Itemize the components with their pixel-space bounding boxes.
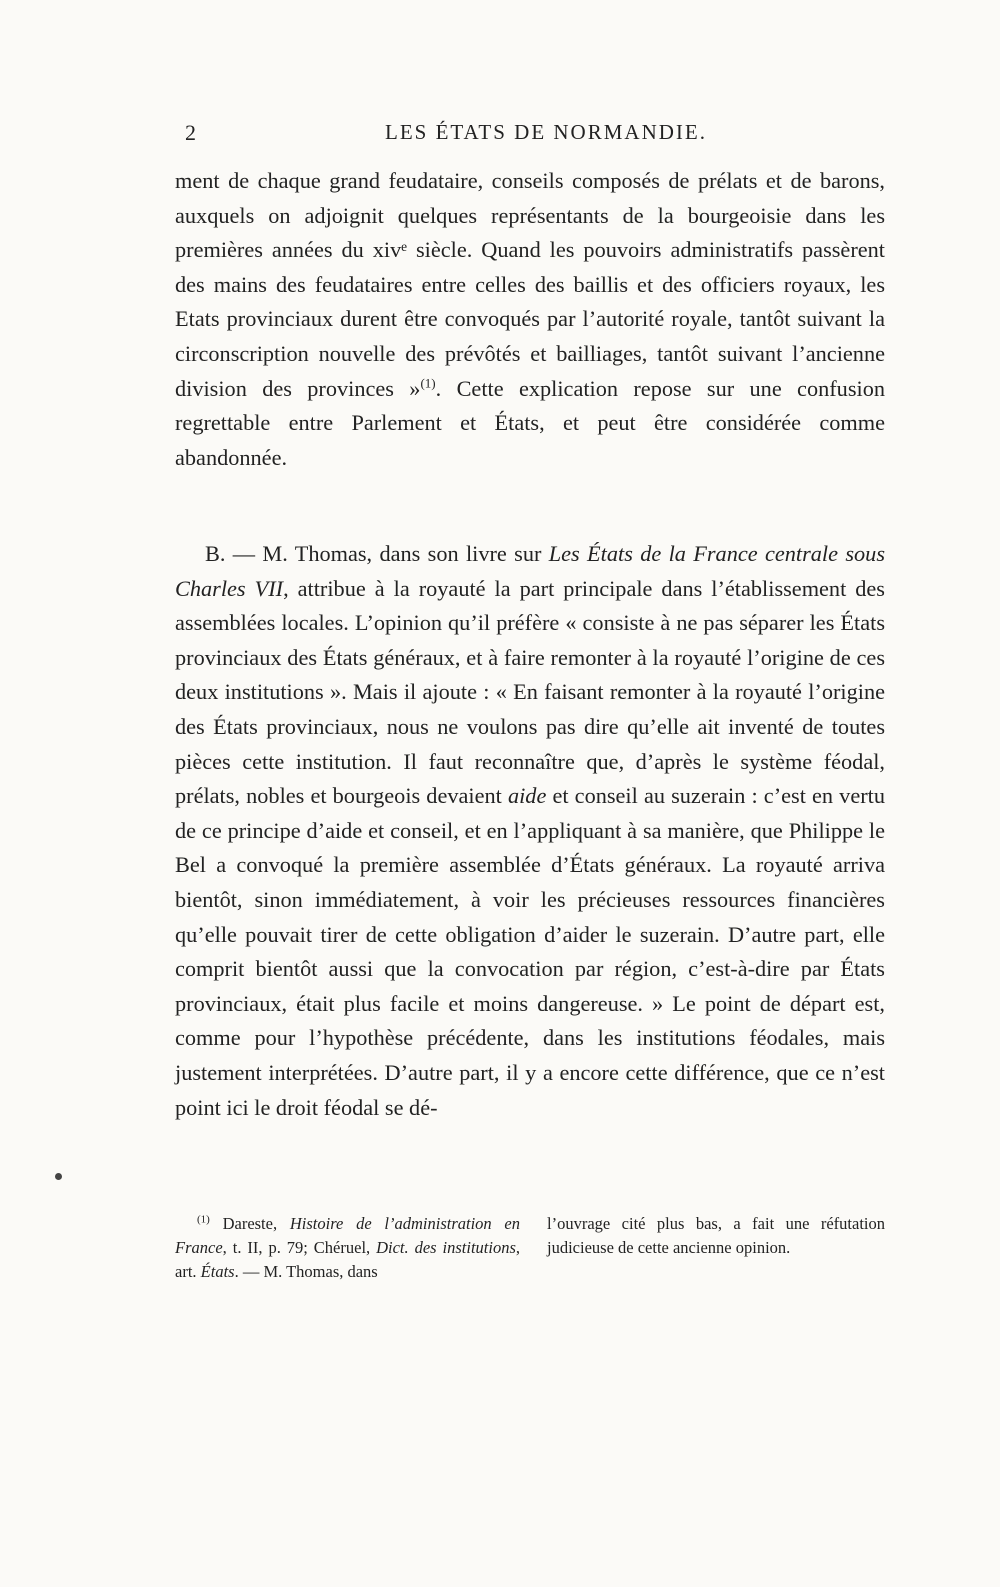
paragraph-b-text-2: , attribue à la royauté la part principale dans l’établissement des assemblées locales. L’opinion qu’il préfère « consiste à ne pas séparer les États provinciaux des États généraux, et à faire remonter à la royauté l’origine de ces deux institutions ». Mais il ajoute : « En faisant remonter à la royauté l’origine des États provinciaux, nous ne voulons pas dire qu’elle ait inventé de toutes pièces cette institution. Il faut reconnaître que, d’après le système féodal, prélats, nobles et bourgeois devaient [175,575,885,809]
footnotes [175,1212,885,1302]
running-title: LES ÉTATS DE NORMANDIE. [385,120,707,144]
paragraph-b-text-1: B. — M. Thomas, dans son livre sur [205,541,549,566]
footnote-reference: (1) [420,375,436,391]
margin-ink-dot [55,1173,62,1180]
paragraph-a-text: ment de chaque grand feudataire, conseils composés de prélats et de barons, auxquels on adjoignit quelques représentants de la bourgeoisie dans les premières années du xivᵉ siècle. Quand les pouvoirs administratifs passèrent des mains des feudataires entre celles des baillis et des officiers royaux, les Etats provinciaux durent être convoqués par l’autorité royale, tantôt suivant la circonscription nouvelle des prévôtés et bailliages, tantôt suivant l’ancienne division des provinces » [175,168,885,401]
footnote-title-3: États [200,1262,235,1281]
paragraph-b-text-3: et conseil au suzerain : c’est en vertu de ce principe d’aide et conseil, et en l’appliquant à sa manière, que Philippe le Bel a convoqué la première assemblée d’États généraux. La royauté arriva bientôt, sinon immédiatement, à voir les précieuses ressources financières qu’elle pouvait tirer de cette obligation d’aider le suzerain. D’autre part, elle comprit bientôt aussi que la convocation par région, c’est-à-dire par États provinciaux, était plus facile et moins dangereuse. » Le point de départ est, comme pour l’hypothèse précédente, dans les institutions féodales, mais justement interprétées. D’autre part, il y a encore cette différence, que ce n’est point ici le droit féodal se dé- [175,783,885,1120]
footnote-text-1: Dareste, [209,1214,290,1233]
page-header [185,120,885,150]
paragraph-a [175,164,885,475]
footnote-text-2: , t. II, p. 79; Chéruel, [222,1238,377,1257]
footnote-title-2: Dict. des institutions [376,1238,516,1257]
page-number: 2 [185,120,197,145]
footnote-text-4: . — M. Thomas, dans [234,1262,378,1281]
footnote-column-right: l’ouvrage cité plus bas, a fait une réfutation judicieuse de cette ancienne opinion. [547,1214,885,1257]
footnote-text-3: , art. [175,1238,521,1281]
paragraph-a-end: . Cette explication repose sur une confusion regrettable entre Parlement et États, et peut être considérée comme abandonnée. [175,375,885,470]
footnote-column-left [175,1212,520,1284]
footnote-title-1: Histoire de l’administration en France [175,1214,520,1257]
paragraph-b [175,537,885,1125]
aide-italic: aide [507,783,547,809]
book-title-italic: Les États de la France centrale sous Charles VII [175,541,885,601]
footnote-mark: (1) [197,1213,210,1226]
